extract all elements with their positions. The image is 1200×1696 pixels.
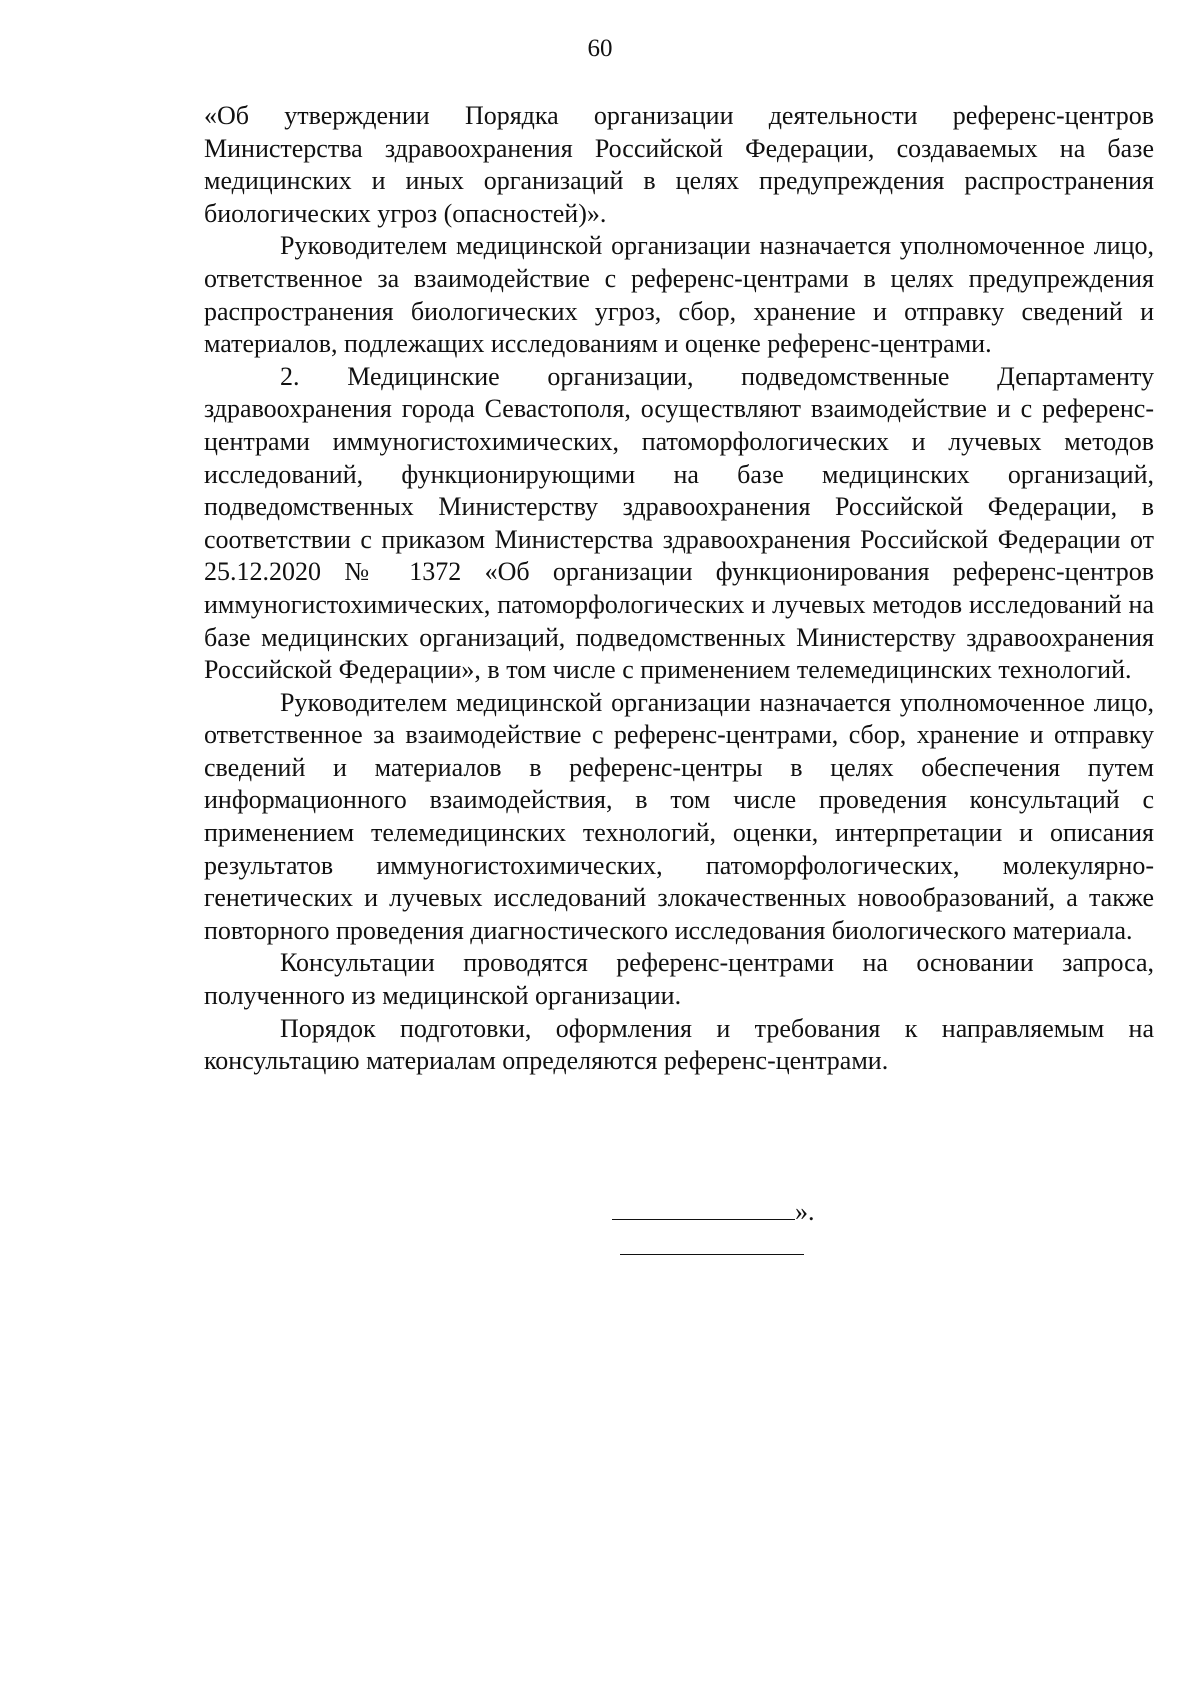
closing-underline [612,1215,795,1220]
document-body [204,100,1154,1078]
paragraph-order-title: «Об утверждении Порядка организации деятельности референс-центров Министерства здравоохранения Российской Федерации, создаваемых на базе медицинских и иных организаций в целях предупреждения распространения биологических угроз (опасностей)». [204,101,1154,228]
paragraph-biological-threats-contact: Руководителем медицинской организации назначается уполномоченное лицо, ответственное за взаимодействие с референс-центрами в целях предупреждения распространения биологических угроз, сбор, хранение и отправку сведений и материалов, подлежащих исследованиям и оценке референс-центрами. [204,231,1154,359]
paragraph-item-2: 2. Медицинские организации, подведомственные Департаменту здравоохранения города Севастополя, осуществляют взаимодействие и с референс-центрами иммуногистохимических, патоморфологических и лучевых методов исследований, функционирующими на базе медицинских организаций, подведомственных Министерству здравоохранения Российской Федерации, в соответствии с приказом Министерства здравоохранения Российской Федерации от 25.12.2020 № 1372 «Об организации функционирования референс-центров иммуногистохимических, патоморфологических и лучевых методов исследований на базе медицинских организаций, подведомственных Министерству здравоохранения Российской Федерации», в том числе с применением телемедицинских технологий. [204,361,1154,685]
closing-mark: ». [795,1197,815,1226]
paragraph-consultations: Консультации проводятся референс-центрами на основании запроса, полученного из медицинской организации. [204,948,1154,1011]
closing-quote [612,1197,815,1227]
page-number: 60 [587,35,613,62]
paragraph-reference-centers-contact: Руководителем медицинской организации назначается уполномоченное лицо, ответственное за взаимодействие с референс-центрами, сбор, хранение и отправку сведений и материалов в референс-центры в целях обеспечения путем информационного взаимодействия, в том числе проведения консультаций с применением телемедицинских технологий, оценки, интерпретации и описания результатов иммуногистохимических, патоморфологических, молекулярно-генетических и лучевых исследований злокачественных новообразований, а также повторного проведения диагностического исследования биологического материала. [204,687,1154,945]
paragraph-materials-procedure: Порядок подготовки, оформления и требования к направляемым на консультацию материалам определяются референс-центрами. [204,1013,1154,1076]
end-separator-line [620,1254,804,1255]
